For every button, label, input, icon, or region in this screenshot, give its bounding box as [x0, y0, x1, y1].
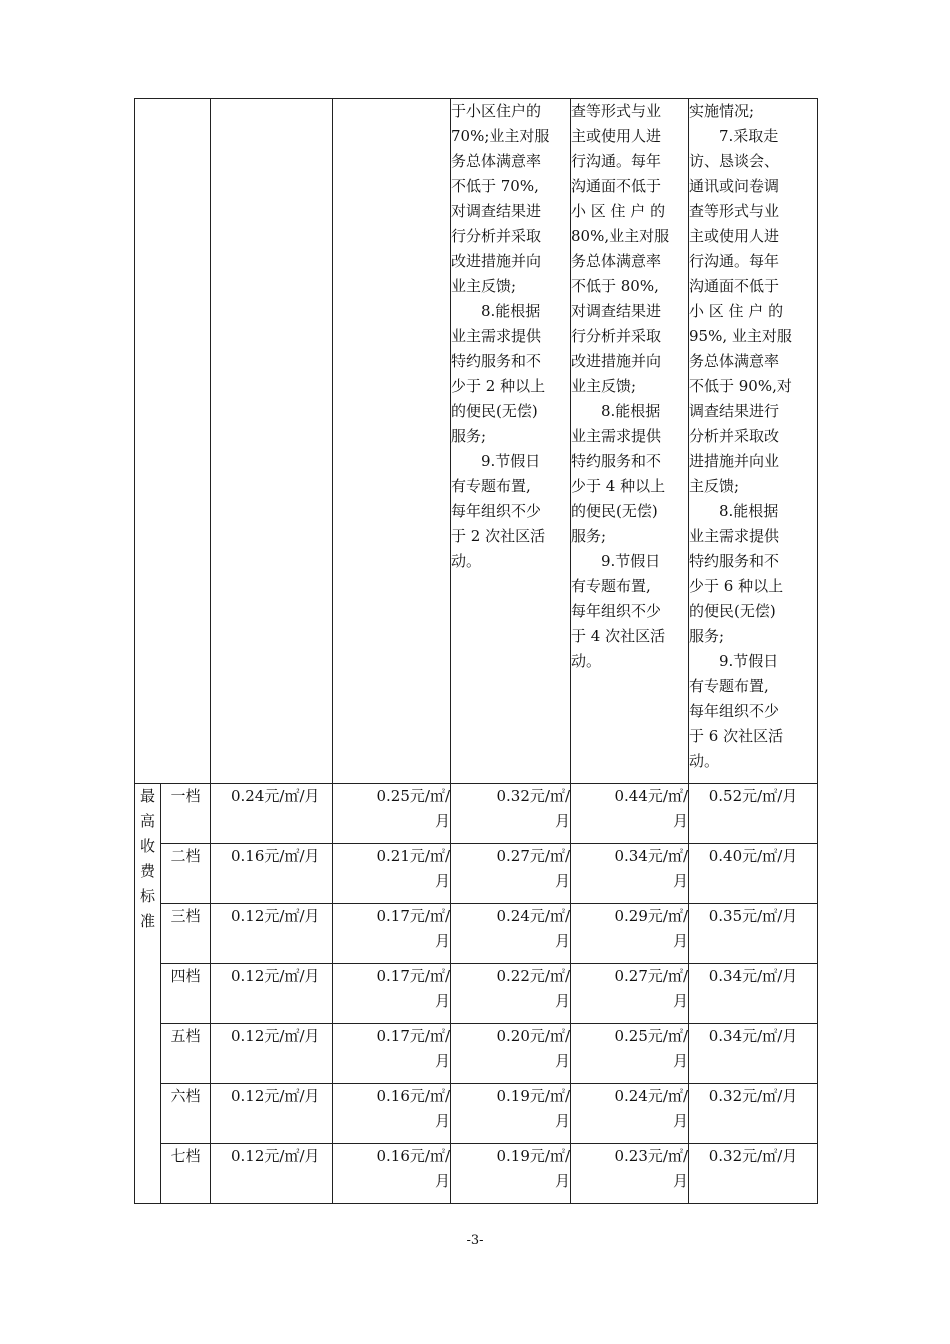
fee-price-unit-month: 月: [434, 812, 450, 830]
service-text-line: 调查结果进行: [689, 402, 780, 420]
service-text-line: 于 6 次社区活: [689, 727, 784, 745]
fee-price-value: 0.27: [614, 967, 648, 985]
fee-price-value: 0.17: [376, 1027, 410, 1045]
service-text-line: 不低于 90%,对: [689, 377, 792, 395]
service-text-line: 进措施并向业: [689, 452, 780, 470]
fee-price-unit: 元/㎡/月: [742, 1027, 798, 1045]
fee-price-value: 0.19: [496, 1147, 530, 1165]
fee-price-cell: [333, 964, 451, 1024]
service-text-line: 行分析并采取: [571, 327, 662, 345]
fee-price-unit: 元/㎡/: [647, 1147, 688, 1165]
fee-price-cell: [211, 1144, 333, 1204]
fee-price-cell: [211, 964, 333, 1024]
fee-price-value: 0.52: [708, 787, 743, 805]
fee-price-value: 0.29: [614, 907, 648, 925]
fee-price-unit: 元/㎡/: [529, 907, 570, 925]
fee-price-unit: 元/㎡/: [647, 847, 688, 865]
fee-standard-table: [134, 98, 818, 1204]
fee-price-unit: 元/㎡/: [409, 907, 450, 925]
fee-price-unit: 元/㎡/月: [264, 1027, 320, 1045]
fee-standard-label: [135, 784, 161, 1204]
fee-price-cell: [689, 964, 818, 1024]
fee-price-unit: 元/㎡/: [647, 1087, 688, 1105]
service-text-line: 于 4 次社区活: [571, 627, 666, 645]
fee-price-cell: [333, 1084, 451, 1144]
fee-price-cell: [571, 1144, 689, 1204]
service-text-line: 动。: [689, 752, 720, 770]
fee-price-value: 0.34: [708, 1027, 743, 1045]
service-text-line: 每年组织不少: [451, 502, 542, 520]
fee-price-value: 0.27: [496, 847, 530, 865]
service-text-line: 务总体满意率: [689, 352, 780, 370]
fee-price-value: 0.12: [231, 1087, 265, 1105]
fee-price-unit-month: 月: [672, 1172, 688, 1190]
fee-price-cell: [689, 1024, 818, 1084]
service-text-line: 分析并采取改: [689, 427, 780, 445]
fee-price-value: 0.21: [376, 847, 410, 865]
empty-level2-cell: [333, 99, 451, 784]
fee-price-cell: [211, 1024, 333, 1084]
service-text-line: 9.节假日: [719, 652, 779, 670]
fee-standard-label-char: 准: [139, 912, 155, 930]
fee-price-unit: 元/㎡/: [529, 787, 570, 805]
fee-price-unit: 元/㎡/: [647, 787, 688, 805]
fee-price-unit-month: 月: [434, 1172, 450, 1190]
fee-price-unit: 元/㎡/: [529, 847, 570, 865]
fee-price-unit: 元/㎡/月: [264, 967, 320, 985]
service-text-line: 沟通面不低于: [689, 277, 780, 295]
fee-price-value: 0.17: [376, 907, 410, 925]
fee-price-unit: 元/㎡/: [529, 1147, 570, 1165]
fee-price-cell: [689, 784, 818, 844]
fee-price-cell: [689, 1144, 818, 1204]
service-text-line: 改进措施并向: [451, 252, 542, 270]
fee-price-cell: [451, 784, 571, 844]
fee-price-value: 0.17: [376, 967, 410, 985]
service-text-line: 7.采取走: [719, 127, 779, 145]
fee-price-unit: 元/㎡/月: [742, 1087, 798, 1105]
fee-price-unit-month: 月: [672, 992, 688, 1010]
fee-price-unit: 元/㎡/月: [264, 787, 320, 805]
fee-price-unit-month: 月: [554, 992, 570, 1010]
fee-price-value: 0.12: [231, 1027, 265, 1045]
fee-price-unit: 元/㎡/月: [742, 907, 798, 925]
fee-price-unit-month: 月: [554, 932, 570, 950]
fee-price-cell: [333, 904, 451, 964]
service-text-line: 主或使用人进: [571, 127, 662, 145]
fee-price-cell: [451, 1084, 571, 1144]
fee-price-cell: [211, 904, 333, 964]
service-text-line: 有专题布置,: [571, 577, 651, 595]
fee-price-unit: 元/㎡/: [529, 1027, 570, 1045]
fee-standard-label-char: 最: [139, 787, 155, 805]
fee-standard-label-char: 费: [139, 862, 155, 880]
fee-price-cell: [571, 964, 689, 1024]
service-text-line: 业主需求提供: [689, 527, 780, 545]
fee-price-unit-month: 月: [434, 1052, 450, 1070]
fee-price-unit: 元/㎡/月: [264, 847, 320, 865]
fee-row: [135, 1024, 818, 1084]
service-text-line: 80%,业主对服: [571, 227, 670, 245]
fee-price-unit-month: 月: [434, 872, 450, 890]
fee-row: [135, 904, 818, 964]
fee-price-cell: [333, 784, 451, 844]
empty-level1-cell: [211, 99, 333, 784]
fee-row: [135, 1084, 818, 1144]
service-text-line: 服务;: [689, 627, 725, 645]
fee-price-cell: [333, 844, 451, 904]
service-text-line: 务总体满意率: [451, 152, 542, 170]
fee-price-value: 0.24: [231, 787, 265, 805]
service-text-level3: [451, 99, 571, 784]
service-text-line: 每年组织不少: [689, 702, 780, 720]
service-text-line: 主反馈;: [689, 477, 740, 495]
service-text-line: 少于 4 种以上: [571, 477, 666, 495]
fee-price-unit-month: 月: [434, 932, 450, 950]
fee-price-value: 0.16: [376, 1147, 410, 1165]
fee-price-unit: 元/㎡/: [409, 787, 450, 805]
fee-price-cell: [211, 844, 333, 904]
service-text-line: 的便民(无偿): [689, 602, 776, 620]
service-text-line: 沟通面不低于: [571, 177, 662, 195]
service-text-line: 主或使用人进: [689, 227, 780, 245]
service-text-line: 8.能根据: [481, 302, 541, 320]
service-text-line: 查等形式与业: [689, 202, 780, 220]
service-content-row: [135, 99, 818, 784]
fee-price-cell: [451, 1144, 571, 1204]
fee-price-value: 0.34: [614, 847, 648, 865]
service-text-line: 9.节假日: [601, 552, 661, 570]
service-text-line: 于小区住户的: [451, 102, 542, 120]
fee-price-unit-month: 月: [434, 1112, 450, 1130]
service-text-line: 小 区 住 户 的: [571, 202, 666, 220]
fee-price-cell: [571, 1084, 689, 1144]
fee-price-cell: [333, 1144, 451, 1204]
fee-price-unit-month: 月: [554, 1172, 570, 1190]
service-text-line: 查等形式与业: [571, 102, 662, 120]
fee-price-unit: 元/㎡/月: [264, 1087, 320, 1105]
fee-price-cell: [211, 784, 333, 844]
service-text-line: 业主需求提供: [451, 327, 542, 345]
service-text-line: 访、恳谈会、: [689, 152, 780, 170]
service-text-line: 业主反馈;: [451, 277, 517, 295]
fee-level-name: 七档: [161, 1144, 211, 1204]
fee-price-unit-month: 月: [554, 872, 570, 890]
service-text-line: 8.能根据: [719, 502, 779, 520]
page-number: -3-: [466, 1233, 484, 1248]
fee-price-value: 0.32: [496, 787, 530, 805]
service-text-line: 有专题布置,: [689, 677, 769, 695]
fee-price-value: 0.19: [496, 1087, 530, 1105]
service-text-line: 特约服务和不: [689, 552, 780, 570]
fee-price-unit-month: 月: [672, 812, 688, 830]
fee-price-unit-month: 月: [672, 1112, 688, 1130]
service-text-line: 于 2 次社区活: [451, 527, 546, 545]
fee-price-unit: 元/㎡/月: [742, 967, 798, 985]
fee-standard-label-char: 标: [139, 887, 155, 905]
fee-price-cell: [451, 964, 571, 1024]
fee-row: [135, 1144, 818, 1204]
service-text-line: 行沟通。每年: [571, 152, 662, 170]
fee-price-unit: 元/㎡/月: [264, 1147, 320, 1165]
fee-price-unit: 元/㎡/: [409, 847, 450, 865]
fee-price-value: 0.12: [231, 1147, 265, 1165]
service-text-level5: [689, 99, 818, 784]
service-text-line: 小 区 住 户 的: [689, 302, 784, 320]
service-text-line: 对调查结果进: [571, 302, 662, 320]
fee-price-unit: 元/㎡/: [409, 1147, 450, 1165]
fee-price-value: 0.16: [376, 1087, 410, 1105]
service-text-line: 改进措施并向: [571, 352, 662, 370]
fee-price-value: 0.24: [496, 907, 530, 925]
fee-price-value: 0.32: [708, 1147, 743, 1165]
fee-price-unit-month: 月: [672, 1052, 688, 1070]
fee-price-value: 0.32: [708, 1087, 743, 1105]
fee-level-name: 六档: [161, 1084, 211, 1144]
fee-level-name: 三档: [161, 904, 211, 964]
fee-price-unit-month: 月: [554, 1052, 570, 1070]
service-text-line: 务总体满意率: [571, 252, 662, 270]
fee-price-cell: [451, 904, 571, 964]
fee-price-unit: 元/㎡/: [529, 1087, 570, 1105]
fee-level-name: 二档: [161, 844, 211, 904]
service-text-line: 服务;: [571, 527, 607, 545]
service-text-line: 实施情况;: [689, 102, 755, 120]
fee-price-value: 0.12: [231, 907, 265, 925]
service-text-line: 8.能根据: [601, 402, 661, 420]
fee-standard-label-char: 高: [139, 812, 155, 830]
fee-price-cell: [571, 844, 689, 904]
service-text-line: 行分析并采取: [451, 227, 542, 245]
fee-price-unit-month: 月: [554, 1112, 570, 1130]
fee-level-name: 一档: [161, 784, 211, 844]
fee-price-unit-month: 月: [672, 872, 688, 890]
fee-price-value: 0.25: [376, 787, 410, 805]
fee-price-unit: 元/㎡/: [409, 1027, 450, 1045]
fee-price-unit: 元/㎡/月: [742, 847, 798, 865]
fee-price-unit: 元/㎡/: [409, 967, 450, 985]
fee-price-value: 0.44: [614, 787, 648, 805]
fee-price-unit: 元/㎡/: [647, 967, 688, 985]
fee-price-unit: 元/㎡/: [647, 1027, 688, 1045]
service-text-line: 通讯或问卷调: [689, 177, 780, 195]
fee-price-cell: [451, 1024, 571, 1084]
fee-price-cell: [333, 1024, 451, 1084]
service-text-line: 对调查结果进: [451, 202, 542, 220]
service-text-line: 行沟通。每年: [689, 252, 780, 270]
service-text-line: 业主需求提供: [571, 427, 662, 445]
fee-price-value: 0.40: [708, 847, 743, 865]
fee-price-unit: 元/㎡/月: [742, 787, 798, 805]
service-text-line: 动。: [571, 652, 602, 670]
fee-price-value: 0.23: [614, 1147, 648, 1165]
fee-price-value: 0.35: [708, 907, 743, 925]
service-text-line: 95%, 业主对服: [689, 327, 792, 345]
fee-price-value: 0.16: [231, 847, 265, 865]
fee-price-unit: 元/㎡/月: [264, 907, 320, 925]
service-text-line: 特约服务和不: [451, 352, 542, 370]
service-text-line: 动。: [451, 552, 482, 570]
fee-price-unit: 元/㎡/: [409, 1087, 450, 1105]
service-text-line: 70%;业主对服: [451, 127, 550, 145]
service-text-line: 有专题布置,: [451, 477, 531, 495]
fee-price-unit-month: 月: [672, 932, 688, 950]
service-text-line: 的便民(无偿): [451, 402, 538, 420]
fee-row: [135, 844, 818, 904]
fee-price-unit-month: 月: [554, 812, 570, 830]
fee-price-cell: [689, 844, 818, 904]
service-text-line: 每年组织不少: [571, 602, 662, 620]
fee-price-value: 0.22: [496, 967, 530, 985]
fee-price-value: 0.25: [614, 1027, 648, 1045]
fee-row: [135, 784, 818, 844]
fee-price-value: 0.20: [496, 1027, 530, 1045]
fee-level-name: 四档: [161, 964, 211, 1024]
service-text-line: 服务;: [451, 427, 487, 445]
fee-price-value: 0.34: [708, 967, 743, 985]
fee-price-cell: [571, 904, 689, 964]
fee-price-cell: [451, 844, 571, 904]
service-text-line: 少于 2 种以上: [451, 377, 546, 395]
service-text-line: 特约服务和不: [571, 452, 662, 470]
service-text-line: 的便民(无偿): [571, 502, 658, 520]
service-text-line: 不低于 70%,: [451, 177, 539, 195]
fee-price-unit: 元/㎡/: [647, 907, 688, 925]
fee-row: [135, 964, 818, 1024]
service-text-line: 少于 6 种以上: [689, 577, 784, 595]
service-text-line: 业主反馈;: [571, 377, 637, 395]
fee-price-unit: 元/㎡/月: [742, 1147, 798, 1165]
fee-price-cell: [571, 784, 689, 844]
fee-level-name: 五档: [161, 1024, 211, 1084]
fee-price-cell: [689, 904, 818, 964]
service-text-line: 9.节假日: [481, 452, 541, 470]
fee-standard-label-char: 收: [139, 837, 155, 855]
fee-price-unit: 元/㎡/: [529, 967, 570, 985]
fee-price-value: 0.24: [614, 1087, 648, 1105]
empty-label-cell: [135, 99, 211, 784]
fee-price-cell: [571, 1024, 689, 1084]
service-text-level4: [571, 99, 689, 784]
fee-price-value: 0.12: [231, 967, 265, 985]
fee-price-cell: [211, 1084, 333, 1144]
fee-price-cell: [689, 1084, 818, 1144]
fee-price-unit-month: 月: [434, 992, 450, 1010]
service-text-line: 不低于 80%,: [571, 277, 659, 295]
